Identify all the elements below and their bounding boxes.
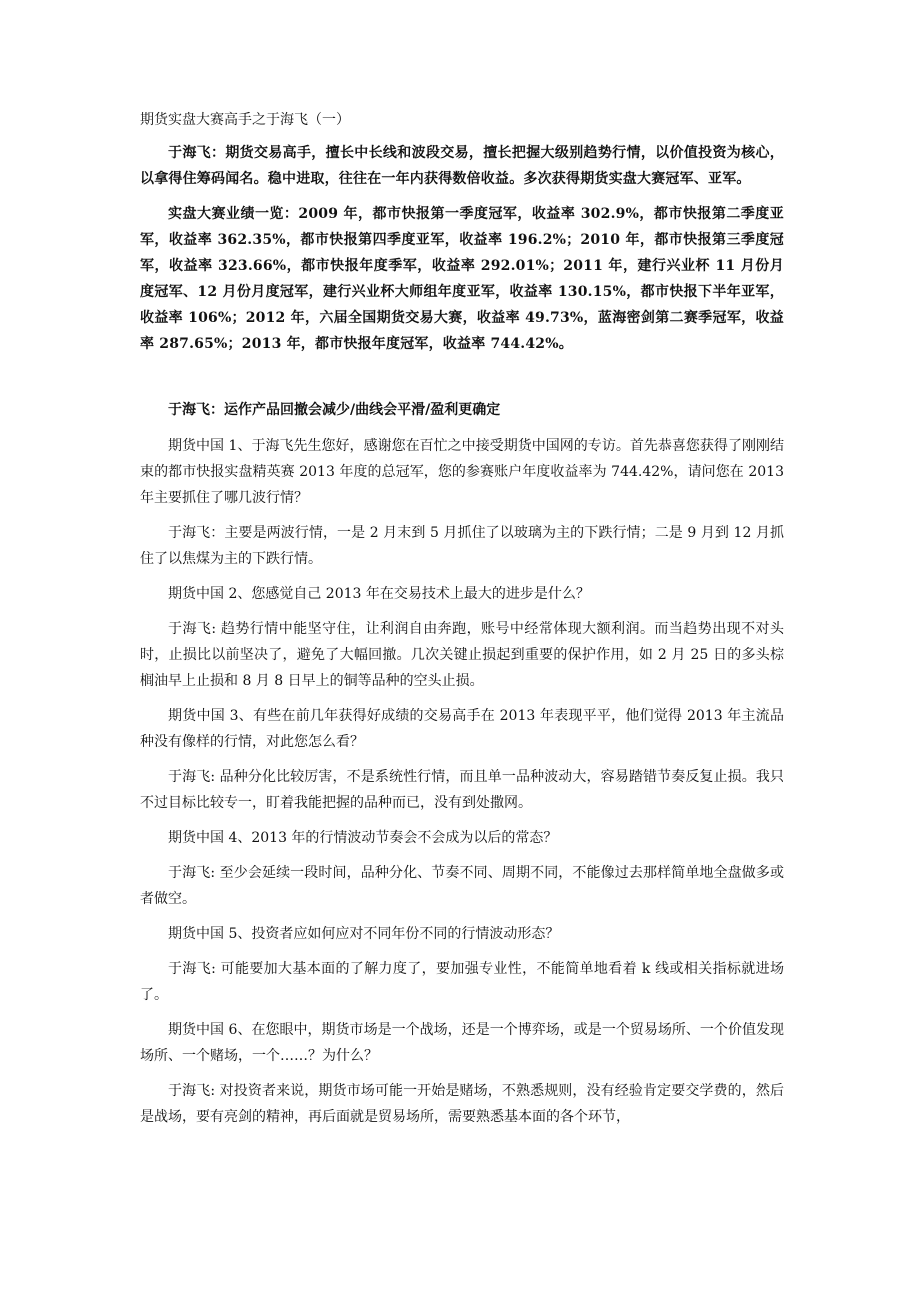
- interview-paragraph: 于海飞：主要是两波行情，一是 2 月末到 5 月抓住了以玻璃为主的下跌行情；二是 9 月到 12 月抓住了以焦煤为主的下跌行情。: [140, 525, 784, 567]
- achievements-paragraph: 实盘大赛业绩一览：2009 年，都市快报第一季度冠军，收益率 302.9%，都市快报第二季度亚军，收益率 362.35%，都市快报第四季度亚军，收益率 196.2%；2010 年，都市快报第三季度冠军，收益率 323.66%，都市快报年度季军，收益率 292.01%；2011 年，建行兴业杯 11 月份月度冠军、12 月份月度冠军，建行兴业杯大师组年度亚军，收益率 130.15%，都市快报下半年亚军，收益率 106%；2012 年，六届全国期货交易大赛，收益率 49.73%，蓝海密剑第二赛季冠军，收益率 287.65%；2013 年，都市快报年度冠军，收益率 744.42%。: [140, 206, 784, 352]
- interview-paragraph: 期货中国 6、在您眼中，期货市场是一个战场，还是一个博弈场，或是一个贸易场所、一个价值发现场所、一个赌场，一个……？为什么？: [140, 1022, 784, 1064]
- interview-paragraph: 期货中国 2、您感觉自己 2013 年在交易技术上最大的进步是什么？: [168, 586, 590, 602]
- document-title: 期货实盘大赛高手之于海飞（一）: [140, 112, 350, 128]
- interview-paragraph: 期货中国 5、投资者应如何应对不同年份不同的行情波动形态？: [168, 926, 560, 942]
- interview-paragraph: 期货中国 1、于海飞先生您好，感谢您在百忙之中接受期货中国网的专访。首先恭喜您获得了刚刚结束的都市快报实盘精英赛 2013 年度的总冠军，您的参赛账户年度收益率为 744.42%，请问您在 2013 年主要抓住了哪几波行情？: [140, 438, 784, 506]
- document-page: [140, 106, 784, 1139]
- interview-paragraph: 于海飞: 对投资者来说，期货市场可能一开始是赌场，不熟悉规则，没有经验肯定要交学费的，然后是战场，要有亮剑的精神，再后面就是贸易场所，需要熟悉基本面的各个环节，: [140, 1083, 784, 1125]
- intro-paragraph: 于海飞：期货交易高手，擅长中长线和波段交易，擅长把握大级别趋势行情，以价值投资为核心，以拿得住筹码闻名。稳中进取，往往在一年内获得数倍收益。多次获得期货实盘大赛冠军、亚军。: [140, 145, 784, 187]
- interview-paragraph: 于海飞: 趋势行情中能坚守住，让利润自由奔跑，账号中经常体现大额利润。而当趋势出现不对头时，止损比以前坚决了，避免了大幅回撤。几次关键止损起到重要的保护作用，如 2 月 25 日的多头棕榈油早上止损和 8 月 8 日早上的铜等品种的空头止损。: [140, 621, 784, 689]
- interview-paragraph: 期货中国 3、有些在前几年获得好成绩的交易高手在 2013 年表现平平，他们觉得 2013 年主流品种没有像样的行情，对此您怎么看？: [140, 708, 784, 750]
- interview-paragraph: 于海飞: 品种分化比较厉害，不是系统性行情，而且单一品种波动大，容易踏错节奏反复止损。我只不过目标比较专一，盯着我能把握的品种而已，没有到处撒网。: [140, 769, 784, 811]
- section-heading: 于海飞：运作产品回撤会减少/曲线会平滑/盈利更确定: [168, 402, 501, 418]
- interview-paragraph: 于海飞: 可能要加大基本面的了解力度了，要加强专业性，不能简单地看着 k 线或相关指标就进场了。: [140, 961, 784, 1003]
- interview-paragraph: 于海飞: 至少会延续一段时间，品种分化、节奏不同、周期不同，不能像过去那样简单地全盘做多或者做空。: [140, 865, 784, 907]
- interview-paragraph: 期货中国 4、2013 年的行情波动节奏会不会成为以后的常态？: [168, 830, 558, 846]
